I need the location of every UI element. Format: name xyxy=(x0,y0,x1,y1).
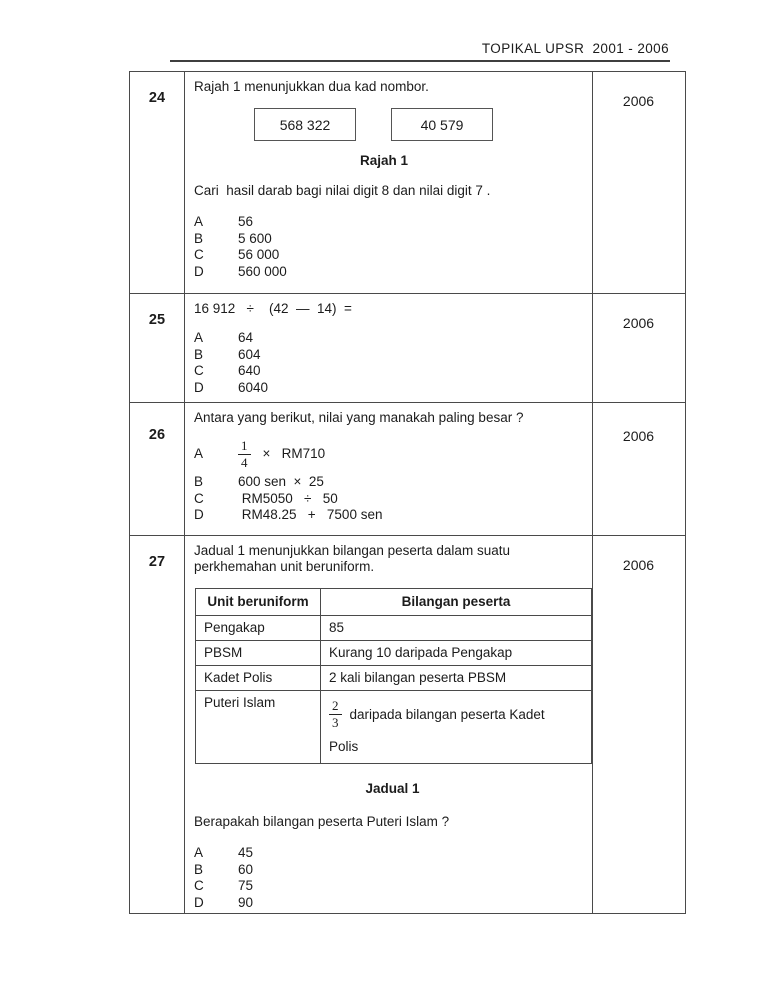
desc-cell: 2 kali bilangan peserta PBSM xyxy=(321,666,592,691)
option-value: 604 xyxy=(238,346,261,362)
option-label: B xyxy=(194,230,204,246)
option-label: B xyxy=(194,861,204,877)
fraction xyxy=(238,439,251,470)
option-row xyxy=(194,247,584,264)
question-equation: 16 912 ÷ (42 — 14) = xyxy=(194,301,352,316)
desc-cell xyxy=(321,691,592,764)
option-value: 56 000 xyxy=(238,247,280,262)
unit-cell: Puteri Islam xyxy=(196,691,321,764)
number-cards xyxy=(254,108,584,141)
option-label: C xyxy=(194,490,204,506)
option-label: C xyxy=(194,247,204,262)
fraction-tail-text: daripada bilangan peserta Kadet xyxy=(349,706,545,722)
question-year: 2006 xyxy=(622,557,655,573)
unit-cell: PBSM xyxy=(196,641,321,666)
question-number: 26 xyxy=(130,403,185,535)
option-row xyxy=(194,330,584,347)
option-label: A xyxy=(194,330,204,345)
option-row xyxy=(194,231,584,248)
fraction-expression xyxy=(329,699,583,730)
option-value: RM48.25 + 7500 sen xyxy=(238,507,383,522)
answer-options xyxy=(194,474,584,524)
question-content xyxy=(185,536,593,913)
option-row xyxy=(194,474,584,491)
question-row-27 xyxy=(130,536,685,913)
option-label: D xyxy=(194,379,204,395)
option-value: 75 xyxy=(238,878,254,893)
option-row xyxy=(194,363,584,380)
fraction-numerator: 2 xyxy=(329,699,342,715)
option-value: × RM710 xyxy=(262,446,326,461)
option-label: D xyxy=(194,263,204,279)
option-label: B xyxy=(194,474,204,489)
desc-cell: 85 xyxy=(321,616,592,641)
option-value: 640 xyxy=(238,363,261,378)
fraction-denominator: 4 xyxy=(241,454,248,470)
option-label: D xyxy=(194,894,204,910)
page-header-title: TOPIKAL UPSR 2001 - 2006 xyxy=(481,41,669,56)
header-divider xyxy=(170,60,670,62)
option-row xyxy=(194,264,584,281)
option-value: 600 sen × 25 xyxy=(238,474,324,489)
unit-cell: Pengakap xyxy=(196,616,321,641)
table-row xyxy=(196,666,592,691)
question-intro xyxy=(194,543,584,575)
option-row xyxy=(194,862,584,879)
question-number: 24 xyxy=(130,72,185,293)
option-row xyxy=(194,214,584,231)
option-value: 6040 xyxy=(238,379,269,395)
question-row-24 xyxy=(130,72,685,294)
fraction-numerator: 1 xyxy=(238,439,251,455)
option-label: B xyxy=(194,346,204,362)
option-value: 5 600 xyxy=(238,230,272,246)
question-row-26 xyxy=(130,403,685,536)
figure-caption: Rajah 1 xyxy=(359,153,409,168)
question-prompt: Cari hasil darab bagi nilai digit 8 dan nilai digit 7 . xyxy=(194,183,491,198)
option-value: 64 xyxy=(238,330,254,345)
number-card: 40 579 xyxy=(391,108,493,141)
question-number: 27 xyxy=(130,536,185,913)
fraction-tail-text: Polis xyxy=(329,739,359,754)
participants-table xyxy=(195,588,592,764)
question-year: 2006 xyxy=(622,315,655,331)
option-row xyxy=(194,347,584,364)
answer-options xyxy=(194,214,584,280)
question-intro: Rajah 1 menunjukkan dua kad nombor. xyxy=(194,79,429,94)
exam-questions-table xyxy=(129,71,686,914)
table-caption: Jadual 1 xyxy=(365,781,420,796)
option-value: 56 xyxy=(238,214,254,229)
option-row xyxy=(194,380,584,397)
question-content xyxy=(185,294,593,402)
number-card: 568 322 xyxy=(254,108,356,141)
desc-cell: Kurang 10 daripada Pengakap xyxy=(321,641,592,666)
option-row xyxy=(194,895,584,912)
option-value: 90 xyxy=(238,894,254,910)
question-year: 2006 xyxy=(622,93,655,109)
question-row-25 xyxy=(130,294,685,403)
question-content xyxy=(185,403,593,535)
column-header: Bilangan peserta xyxy=(321,589,592,616)
option-row xyxy=(194,507,584,524)
question-prompt: Berapakah bilangan peserta Puteri Islam ? xyxy=(194,814,450,829)
table-header-row xyxy=(196,589,592,616)
option-label: C xyxy=(194,363,204,378)
option-label: D xyxy=(194,507,204,522)
table-row xyxy=(196,691,592,764)
answer-options xyxy=(194,845,584,911)
option-value: RM5050 ÷ 50 xyxy=(238,490,338,506)
table-row xyxy=(196,641,592,666)
option-value: 60 xyxy=(238,861,254,877)
question-prompt: Antara yang berikut, nilai yang manakah paling besar ? xyxy=(194,410,524,425)
option-row xyxy=(194,845,584,862)
option-label: A xyxy=(194,446,204,461)
option-value: 560 000 xyxy=(238,263,287,279)
option-label: A xyxy=(194,845,204,860)
answer-options xyxy=(194,330,584,396)
column-header: Unit beruniform xyxy=(196,589,321,616)
option-label: A xyxy=(194,214,204,229)
fraction-denominator: 3 xyxy=(332,715,339,730)
intro-line: perkhemahan unit beruniform. xyxy=(194,559,375,574)
question-number: 25 xyxy=(130,294,185,402)
option-row xyxy=(194,434,584,474)
option-row xyxy=(194,878,584,895)
question-content xyxy=(185,72,593,293)
option-value: 45 xyxy=(238,845,254,860)
option-label: C xyxy=(194,878,204,893)
table-row xyxy=(196,616,592,641)
question-year: 2006 xyxy=(622,428,655,444)
option-row xyxy=(194,491,584,508)
unit-cell: Kadet Polis xyxy=(196,666,321,691)
fraction xyxy=(329,699,342,730)
intro-line: Jadual 1 menunjukkan bilangan peserta dalam suatu xyxy=(194,543,510,558)
